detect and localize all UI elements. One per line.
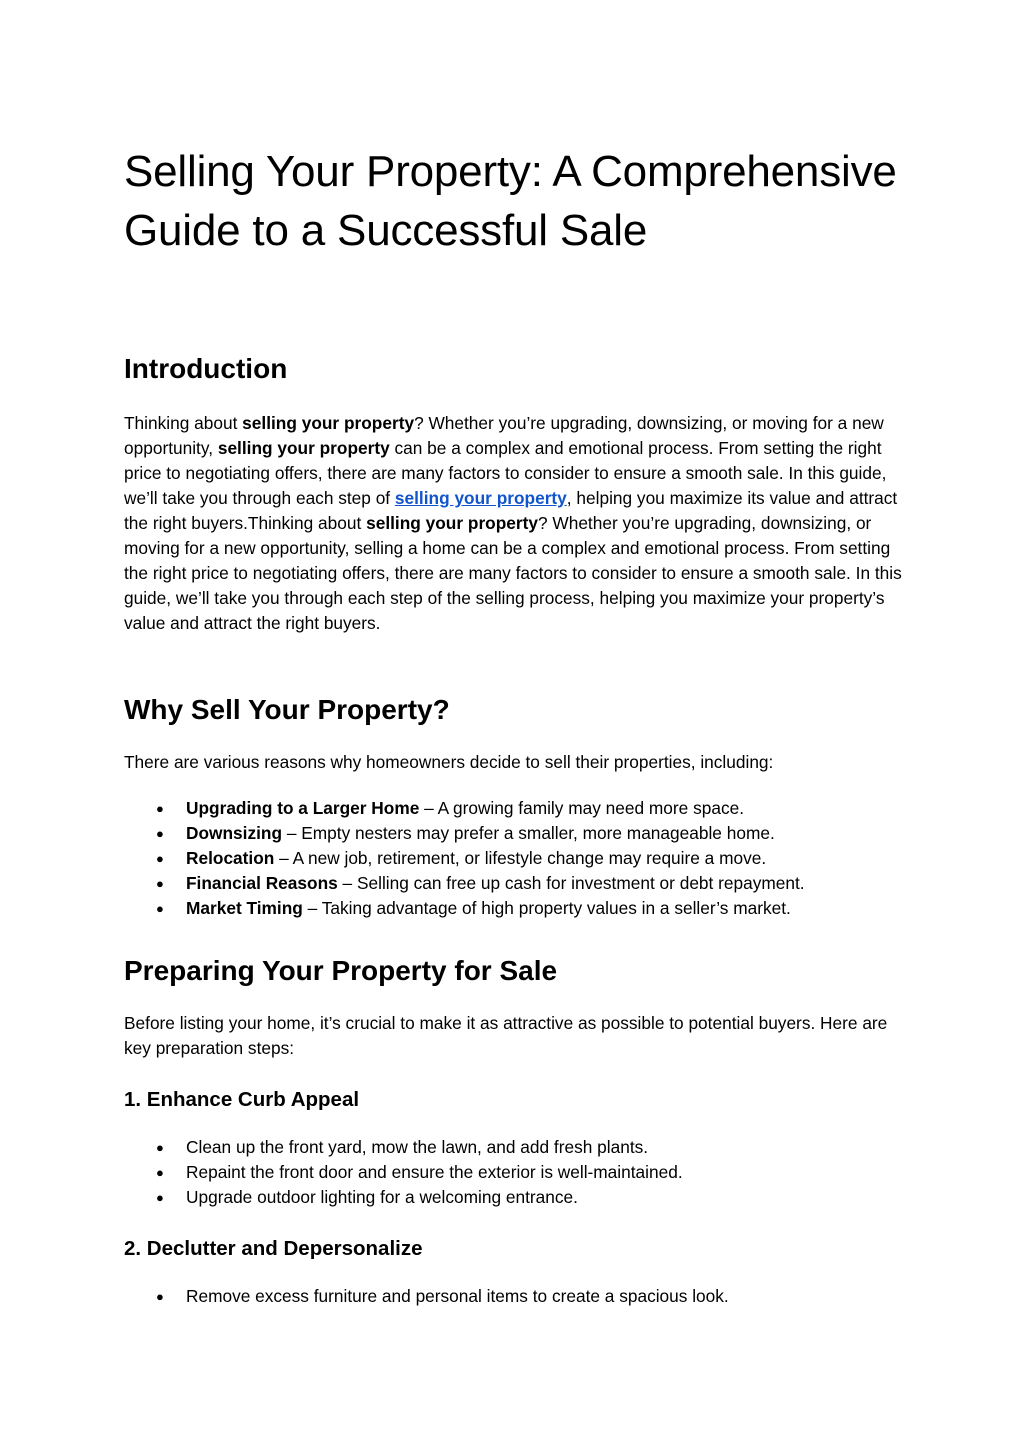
list-item [124,1160,904,1185]
list-item-text: Repaint the front door and ensure the exterior is well-maintained. [186,1162,683,1182]
list-item-text: – Taking advantage of high property values in a seller’s market. [302,898,791,918]
prep-lead-paragraph: Before listing your home, it’s crucial to make it as attractive as possible to potential buyers. Here are key preparation steps: [124,1013,888,1058]
intro-text-4: , helping you maximize its value and attract the right buyers.Thinking about [124,488,898,533]
heading-declutter: 2. Declutter and Depersonalize [124,1237,423,1260]
list-item-text: – A growing family may need more space. [419,798,744,818]
list-item-text: – Selling can free up cash for investment or debt repayment. [337,873,805,893]
heading-why-sell: Why Sell Your Property? [124,694,450,725]
list-item [124,846,904,871]
declutter-list [124,1284,904,1309]
list-item [124,871,904,896]
why-lead-paragraph: There are various reasons why homeowners decide to sell their properties, including: [124,752,774,772]
list-item [124,1284,904,1309]
list-item [124,896,904,921]
bullet-icon: ● [156,876,164,891]
bullet-icon: ● [156,1140,164,1155]
heading-preparing: Preparing Your Property for Sale [124,955,558,986]
intro-bold-3: selling your property [366,513,538,533]
intro-text-3: can be a complex and emotional process. From setting the right price to negotiating offers, there are many factors to consider to ensure a smooth sale. In this guide, we’ll take you through each step of [124,438,887,508]
intro-text-5: ? Whether you’re upgrading, downsizing, or moving for a new opportunity, selling a home can be a complex and emotional process. From setting the right price to negotiating offers, there are many factors to consider to ensure a smooth sale. In this guide, we’ll take you through each step of the selling process, helping you maximize your property’s value and attract the right buyers. [124,513,902,633]
bullet-icon: ● [156,901,164,916]
bullet-icon: ● [156,1289,164,1304]
heading-introduction: Introduction [124,353,288,384]
list-item-text: Upgrade outdoor lighting for a welcoming entrance. [186,1187,578,1207]
bullet-icon: ● [156,1165,164,1180]
list-item-bold: Financial Reasons [186,873,338,893]
list-item-bold: Relocation [186,848,275,868]
list-item [124,821,904,846]
intro-text-2: ? Whether you’re upgrading, downsizing, or moving for a new opportunity, [124,413,884,458]
list-item-bold: Upgrading to a Larger Home [186,798,420,818]
list-item [124,796,904,821]
bullet-icon: ● [156,851,164,866]
list-item-text: Remove excess furniture and personal items to create a spacious look. [186,1286,729,1306]
list-item [124,1185,904,1210]
list-item-bold: Market Timing [186,898,303,918]
bullet-icon: ● [156,801,164,816]
list-item [124,1135,904,1160]
bullet-icon: ● [156,826,164,841]
list-item-bold: Downsizing [186,823,283,843]
page-title: Selling Your Property: A Comprehensive Guide to a Successful Sale [124,147,897,255]
why-reasons-list [124,796,904,921]
intro-bold-2: selling your property [217,438,390,458]
heading-curb-appeal: 1. Enhance Curb Appeal [124,1088,360,1111]
list-item-text: – A new job, retirement, or lifestyle change may require a move. [274,848,767,868]
selling-property-link[interactable]: selling your property [394,488,567,508]
list-item-text: Clean up the front yard, mow the lawn, and add fresh plants. [186,1137,649,1157]
intro-paragraph [124,411,904,636]
curb-appeal-list [124,1135,904,1210]
intro-text-1: Thinking about [124,413,243,433]
list-item-text: – Empty nesters may prefer a smaller, more manageable home. [282,823,775,843]
bullet-icon: ● [156,1190,164,1205]
intro-bold-1: selling your property [242,413,415,433]
